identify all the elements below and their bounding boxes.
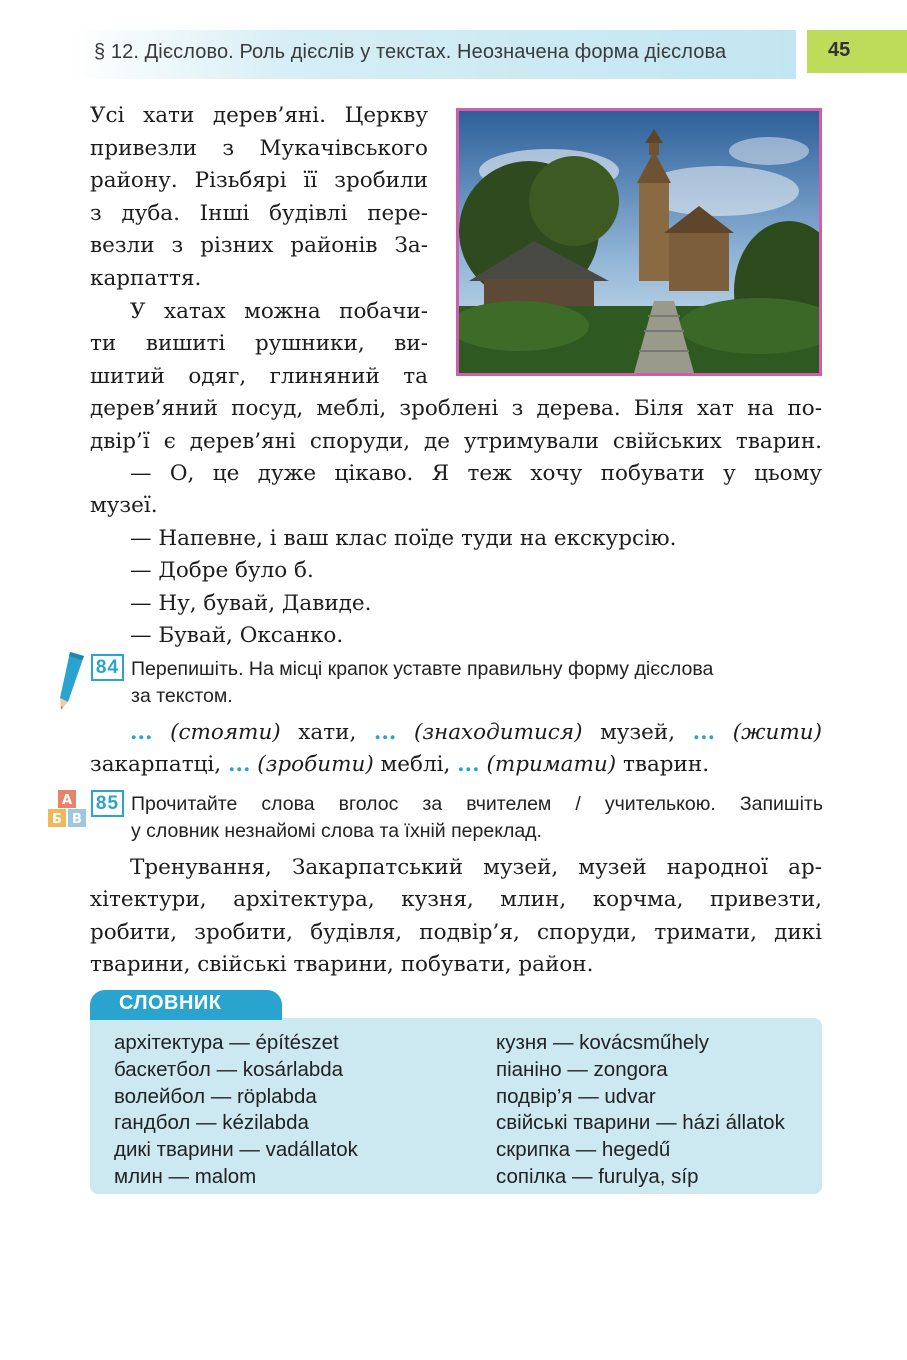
dialogue-line: — Добре було б. (130, 558, 314, 583)
dictionary-title: СЛОВНИК (90, 990, 282, 1020)
dictionary-left-column (114, 1030, 358, 1191)
exercise-word: тварин. (616, 752, 710, 777)
text-line: району. Різьбярі її зробили (90, 168, 428, 194)
dictionary-entry: сопілка — furulya, síp (496, 1164, 699, 1188)
dictionary-entry: гандбол — kézilabda (114, 1111, 309, 1135)
dictionary-entry: кузня — kovácsműhely (496, 1031, 710, 1054)
text-line: тварини, свійські тварини, побувати, район. (90, 952, 594, 977)
exercise-word: хати, (280, 720, 374, 745)
story-text-column (90, 100, 428, 296)
text-line: шитий одяг, глиняний та (90, 364, 428, 389)
task-85-instruction (131, 791, 823, 845)
instruction-line: за текстом. (131, 685, 233, 707)
wooden-church-photo (456, 108, 822, 376)
dialogue-line: — Ну, бувай, Давиде. (130, 591, 372, 616)
task-84-exercise-line-1 (130, 717, 822, 750)
text-line: дерев’яний посуд, меблі, зроблені з дерева. Біля хат на по- (90, 396, 822, 421)
text-line: з дуба. Інші будівлі пере- (90, 200, 428, 226)
verb-hint: (тримати) (486, 752, 617, 777)
task-84-number: 84 (91, 654, 124, 681)
dictionary-entry: свійські тварини — házi állatok (496, 1111, 785, 1135)
exercise-word: меблі, (373, 752, 458, 777)
instruction-line: Перепишіть. На місці крапок уставте правильну форму дієслова (131, 658, 714, 680)
text-line: робити, зробити, будівля, подвір’я, споруди, тримати, дикі (90, 920, 822, 945)
block-letter: Б (52, 812, 62, 827)
dictionary-right-column (496, 1030, 785, 1191)
blank-dots: ... (373, 720, 397, 745)
instruction-line: Прочитайте слова вголос за вчителем / учителькою. Запишіть (131, 793, 823, 815)
dialogue-line: — Бувай, Оксанко. (130, 623, 344, 648)
dictionary-entry: подвір’я — udvar (496, 1084, 656, 1108)
dictionary-entry: баскетбол — kosárlabda (114, 1057, 344, 1081)
dictionary-entry: дикі тварини — vadállatok (114, 1138, 358, 1162)
verb-hint: (знаходитися) (413, 720, 583, 745)
blank-dots: ... (692, 720, 716, 745)
text-line: Тренування, Закарпатський музей, музей народної ар- (130, 855, 822, 880)
verb-hint: (стояти) (170, 720, 281, 745)
text-line: У хатах можна побачи- (130, 299, 428, 324)
dialogue-line: — Напевне, і ваш клас поїде туди на екскурсію. (130, 526, 677, 551)
verb-hint: (зробити) (257, 752, 374, 777)
dictionary-entry: скрипка — hegedű (496, 1138, 671, 1162)
task-84-instruction (131, 656, 823, 710)
letter-blocks-icon (46, 788, 90, 830)
chapter-title: § 12. Дієслово. Роль дієслів у текстах. Неозначена форма дієслова (94, 41, 727, 63)
blank-dots: ... (457, 752, 480, 777)
dictionary-entry: піаніно — zongora (496, 1057, 668, 1081)
blank-dots: ... (130, 720, 153, 745)
block-letter: А (61, 793, 73, 808)
block-letter: В (72, 812, 82, 827)
dictionary-entry: архітектура — építészet (114, 1031, 339, 1054)
dictionary-entry: волейбол — röplabda (114, 1084, 317, 1108)
church-illustration (459, 111, 819, 373)
task-84-exercise-line-2 (90, 749, 709, 782)
text-line: карпаття. (90, 265, 202, 291)
exercise-word: закарпатці, (90, 752, 228, 777)
text-line: двір’ї є дерев’яні споруди, де утримували свійських тварин. (90, 429, 822, 454)
text-line: ти вишиті рушники, ви- (90, 331, 428, 356)
verb-hint: (жити) (732, 720, 823, 745)
text-line: везли з різних районів За- (90, 233, 428, 259)
page-number: 45 (807, 30, 907, 73)
dialogue-line: музеї. (90, 493, 158, 518)
task-85-number: 85 (91, 790, 124, 817)
pencil-icon (56, 650, 88, 712)
text-line: Усі хати дерев’яні. Церкву (90, 103, 428, 128)
exercise-word: музей, (582, 720, 693, 745)
blank-dots: ... (227, 752, 251, 777)
dialogue-line: — О, це дуже цікаво. Я теж хочу побувати у цьому (130, 461, 822, 486)
dictionary-entry: млин — malom (114, 1164, 257, 1188)
instruction-line: у словник незнайомі слова та їхній переклад. (131, 820, 542, 842)
text-line: привезли з Мукачівського (90, 135, 428, 161)
text-line: хітектури, архітектура, кузня, млин, корчма, привезти, (90, 887, 822, 912)
